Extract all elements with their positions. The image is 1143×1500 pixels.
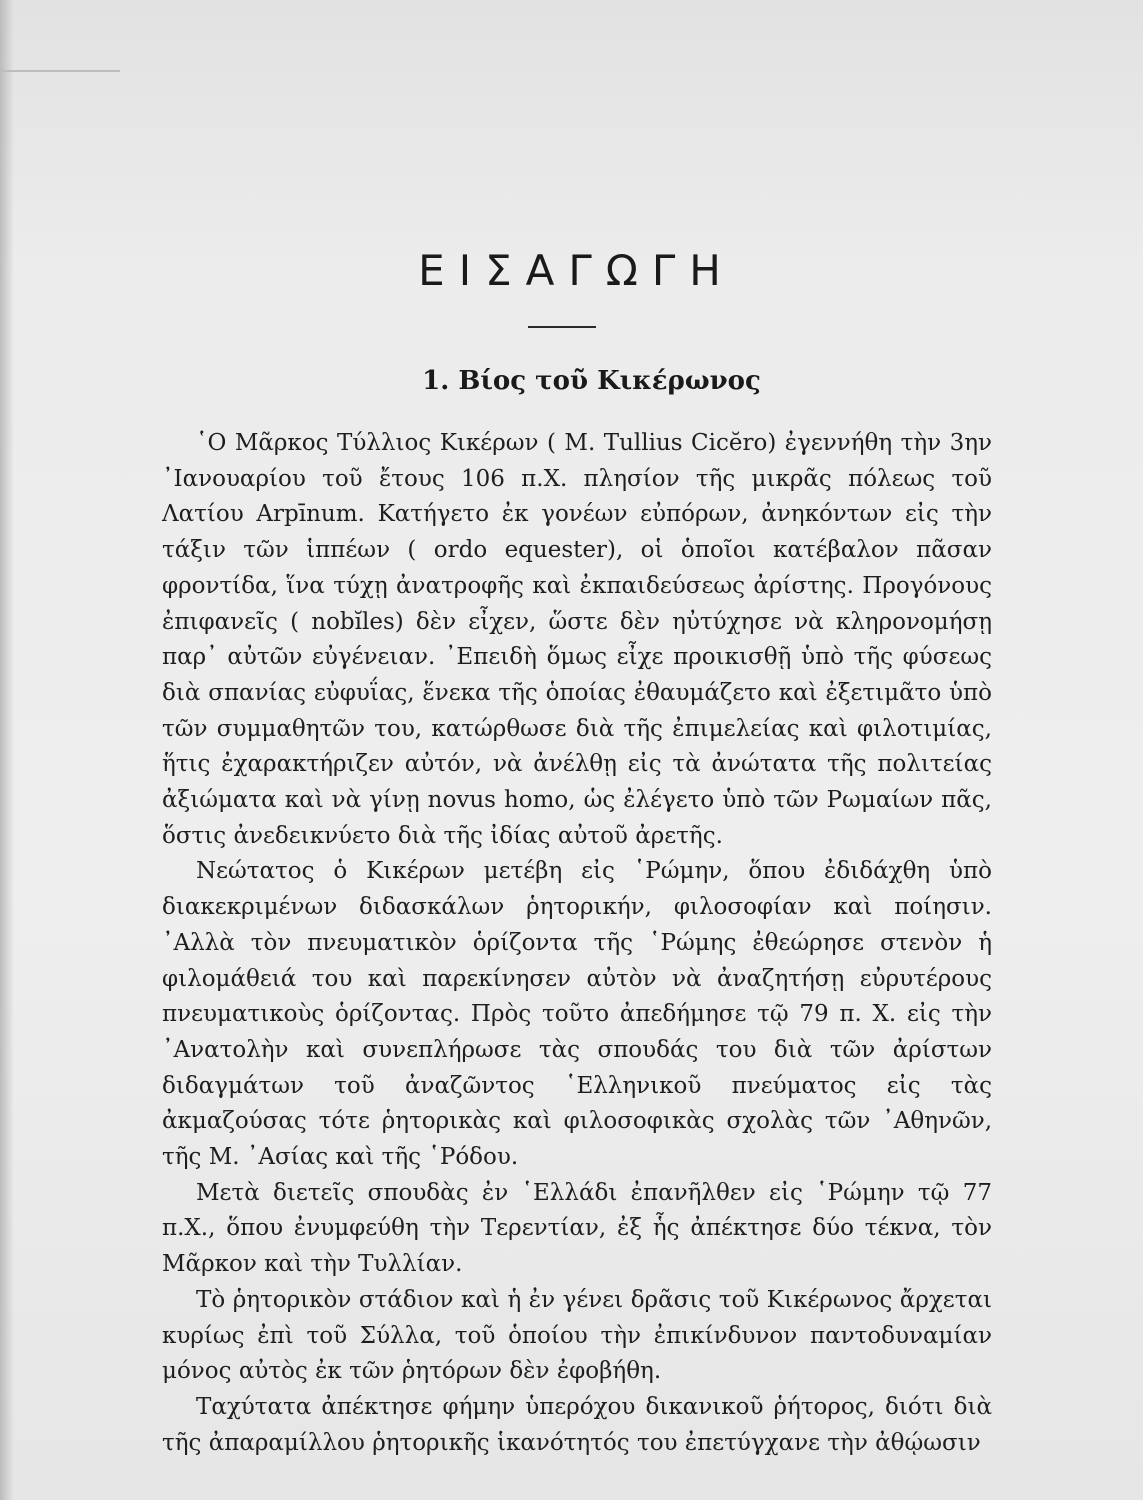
chapter-title: ΕΙΣΑΓΩΓΗ [418, 246, 735, 295]
title-divider [528, 326, 596, 328]
paragraph-3: Μετὰ διετεῖς σπουδὰς ἐν ῾Ελλάδι ἐπανῆλθεν εἰς ῾Ρώμην τῷ 77 π.Χ., ὅπου ἐνυμφεύθη τὴν Τερεντίαν, ἐξ ἧς ἀπέκτησε δύο τέκνα, τὸν Μᾶρκον καὶ τὴν Τυλλίαν. [162, 1179, 992, 1278]
binding-shadow [0, 0, 14, 1500]
paragraph-2: Νεώτατος ὁ Κικέρων μετέβη εἰς ῾Ρώμην, ὅπου ἐδιδάχθη ὑπὸ διακεκριμένων διδασκάλων ῥητορικήν, φιλοσοφίαν καὶ ποίησιν. ᾿Αλλὰ τὸν πνευματικὸν ὁρίζοντα τῆς ῾Ρώμης ἐθεώρησε στενὸν ἡ φιλομάθειά του καὶ παρεκίνησεν αὐτὸν νὰ ἀναζητήσῃ εὐρυτέρους πνευματικοὺς ὁρίζοντας. Πρὸς τοῦτο ἀπεδήμησε τῷ 79 π. Χ. εἰς τὴν ᾿Ανατολὴν καὶ συνεπλήρωσε τὰς σπουδάς του διὰ τῶν ἀρίστων διδαγμάτων τοῦ ἀναζῶντος ῾Ελληνικοῦ πνεύματος εἰς τὰς ἀκμαζούσας τότε ῥητορικὰς καὶ φιλοσοφικὰς σχολὰς τῶν ᾿Αθηνῶν, τῆς Μ. ᾿Ασίας καὶ τῆς ῾Ρόδου. [162, 858, 992, 1171]
body-text [162, 426, 992, 1461]
paragraph-4: Τὸ ῥητορικὸν στάδιον καὶ ἡ ἐν γένει δρᾶσις τοῦ Κικέρωνος ἄρχεται κυρίως ἐπὶ τοῦ Σύλλα, τοῦ ὁποίου τὴν ἐπικίνδυνον παντοδυναμίαν μόνος αὐτὸς ἐκ τῶν ῥητόρων δὲν ἐφοβήθη. [162, 1286, 992, 1385]
edge-mark [0, 70, 120, 72]
paragraph-5: Ταχύτατα ἀπέκτησε φήμην ὑπερόχου δικανικοῦ ῥήτορος, διότι διὰ τῆς ἀπαραμίλλου ῥητορικῆς ἱκανότητός του ἐπετύγχανε τὴν ἀθῴωσιν [162, 1393, 992, 1456]
paragraph-1: ῾Ο Μᾶρκος Τύλλιος Κικέρων ( M. Tullius Cicĕro) ἐγεννήθη τὴν 3ην ᾿Ιανουαρίου τοῦ ἔτους 106 π.Χ. πλησίον τῆς μικρᾶς πόλεως τοῦ Λατίου Arpīnum. Κατήγετο ἐκ γονέων εὐπόρων, ἀνηκόντων εἰς τὴν τάξιν τῶν ἱππέων ( ordo equester), οἱ ὁποῖοι κατέβαλον πᾶσαν φροντίδα, ἵνα τύχῃ ἀνατροφῆς καὶ ἐκπαιδεύσεως ἀρίστης. Προγόνους ἐπιφανεῖς ( nobĭles) δὲν εἶχεν, ὥστε δὲν ηὐτύχησε νὰ κληρονομήσῃ παρ᾿ αὐτῶν εὐγένειαν. ᾿Επειδὴ ὅμως εἶχε προικισθῇ ὑπὸ τῆς φύσεως διὰ σπανίας εὐφυΐας, ἕνεκα τῆς ὁποίας ἐθαυμάζετο καὶ ἐξετιμᾶτο ὑπὸ τῶν συμμαθητῶν του, κατώρθωσε διὰ τῆς ἐπιμελείας καὶ φιλοτιμίας, ἥτις ἐχαρακτήριζεν αὐτόν, νὰ ἀνέλθῃ εἰς τὰ ἀνώτατα τῆς πολιτείας ἀξιώματα καὶ νὰ γίνῃ novus homo, ὡς ἐλέγετο ὑπὸ τῶν Ρωμαίων πᾶς, ὅστις ἀνεδεικνύετο διὰ τῆς ἰδίας αὐτοῦ ἀρετῆς. [162, 430, 992, 849]
section-heading: 1. Βίος τοῦ Κικέρωνος [422, 366, 761, 396]
